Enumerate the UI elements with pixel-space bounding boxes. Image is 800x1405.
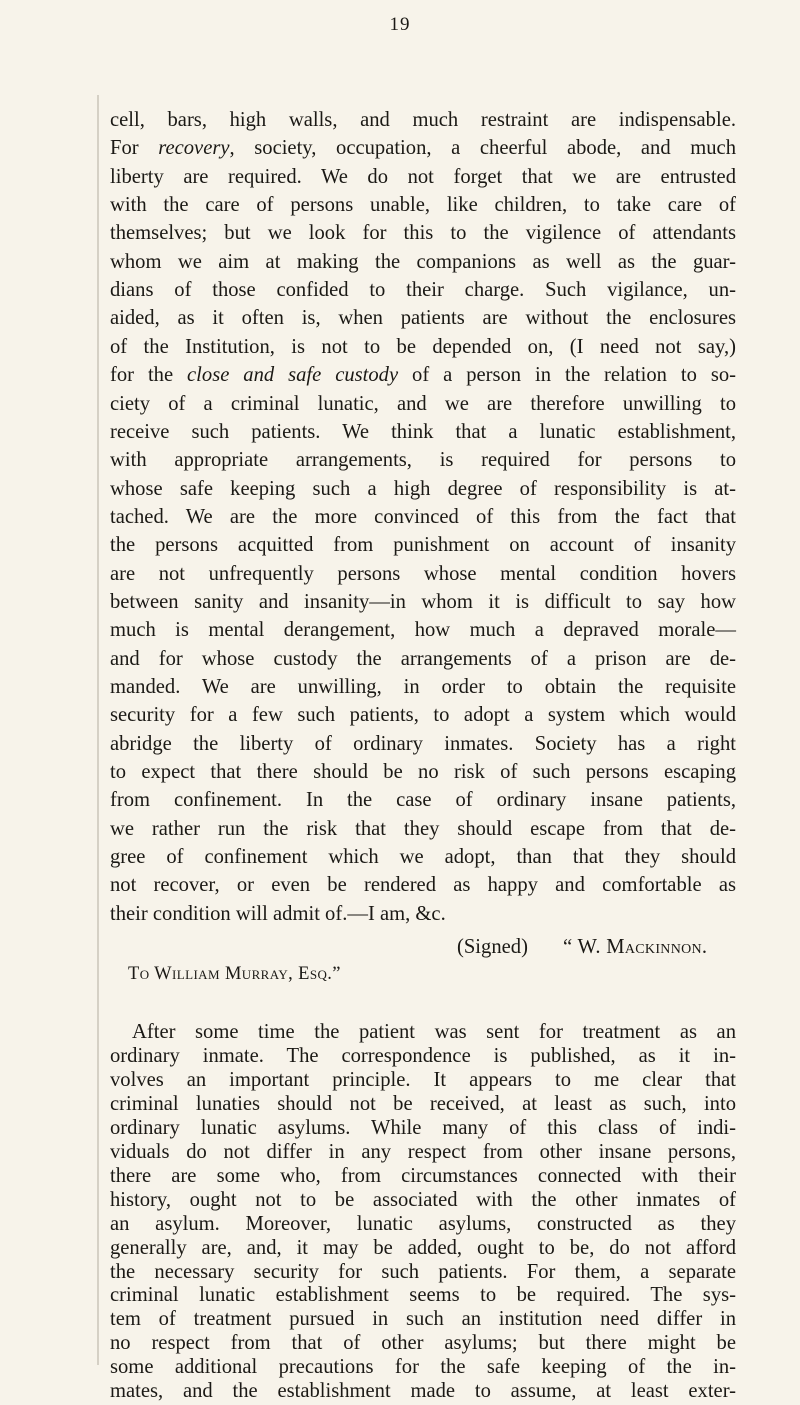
- text-line: some additional precautions for the safe keeping of the in-: [110, 1356, 736, 1379]
- text-line: abridge the liberty of ordinary inmates. Society has a right: [110, 732, 736, 755]
- text-line: tached. We are the more convinced of this from the fact that: [110, 505, 736, 528]
- text-line: of the Institution, is not to be depended on, (I need not say,): [110, 335, 736, 358]
- signature-name: “ W. Mackinnon.: [563, 936, 708, 958]
- text-line: criminal lunatic establishment seems to be required. The sys-: [110, 1284, 736, 1307]
- text-line: criminal lunaties should not be received, at least as such, into: [110, 1092, 736, 1115]
- text-line: volves an important principle. It appears to me clear that: [110, 1068, 736, 1091]
- text-line: their condition will admit of.—I am, &c.: [110, 902, 446, 925]
- text-line: For recovery, society, occupation, a cheerful abode, and much: [110, 137, 736, 160]
- text-line: gree of confinement which we adopt, than that they should: [110, 846, 736, 869]
- text-line: manded. We are unwilling, in order to obtain the requisite: [110, 676, 736, 698]
- text-line: and for whose custody the arrangements of a prison are de-: [110, 647, 736, 670]
- text-line: an asylum. Moreover, lunatic asylums, constructed as they: [110, 1212, 736, 1235]
- text-line: receive such patients. We think that a lunatic establishment,: [110, 420, 736, 443]
- text-line: cell, bars, high walls, and much restraint are indispensable.: [110, 109, 736, 131]
- text-line: with appropriate arrangements, is required for persons to: [110, 449, 736, 472]
- text-line: themselves; but we look for this to the vigilence of attendants: [110, 222, 736, 245]
- text-line: no respect from that of other asylums; but there might be: [110, 1332, 736, 1355]
- text-line: ordinary lunatic asylums. While many of this class of indi-: [110, 1116, 736, 1139]
- text-line: After some time the patient was sent for treatment as an: [132, 1021, 736, 1043]
- text-line: for the close and safe custody of a person in the relation to so-: [110, 364, 736, 387]
- text-line: between sanity and insanity—in whom it is difficult to say how: [110, 590, 736, 613]
- text-line: security for a few such patients, to adopt a system which would: [110, 704, 736, 727]
- text-line: ordinary inmate. The correspondence is published, as it in-: [110, 1044, 736, 1067]
- text-line: whom we aim at making the companions as well as the guar-: [110, 250, 736, 273]
- text-line: are not unfrequently persons whose mental condition hovers: [110, 562, 736, 585]
- text-line: not recover, or even be rendered as happy and comfortable as: [110, 874, 736, 897]
- text-line: much is mental derangement, how much a depraved morale—: [110, 619, 736, 642]
- text-line: from confinement. In the case of ordinary insane patients,: [110, 789, 736, 812]
- page-number: 19: [389, 14, 411, 35]
- text-line: liberty are required. We do not forget that we are entrusted: [110, 165, 736, 188]
- signed-label: (Signed): [457, 936, 528, 958]
- text-line: generally are, and, it may be added, ought to be, do not afford: [110, 1236, 736, 1259]
- text-line: mates, and the establishment made to assume, at least exter-: [110, 1380, 736, 1403]
- text-line: history, ought not to be associated with the other inmates of: [110, 1188, 736, 1211]
- text-line: the necessary security for such patients. For them, a separate: [110, 1260, 736, 1283]
- binding-shadow: [97, 95, 99, 1365]
- text-line: dians of those confided to their charge. Such vigilance, un-: [110, 279, 736, 302]
- addressee: To William Murray, Esq.”: [128, 964, 341, 984]
- text-line: viduals do not differ in any respect from other insane persons,: [110, 1140, 736, 1163]
- text-line: aided, as it often is, when patients are without the enclosures: [110, 307, 736, 330]
- text-line: to expect that there should be no risk of such persons escaping: [110, 761, 736, 784]
- text-line: there are some who, from circumstances connected with their: [110, 1164, 736, 1187]
- text-line: the persons acquitted from punishment on account of insanity: [110, 534, 736, 557]
- text-line: with the care of persons unable, like children, to take care of: [110, 194, 736, 217]
- text-line: tem of treatment pursued in such an institution need differ in: [110, 1308, 736, 1331]
- text-line: whose safe keeping such a high degree of responsibility is at-: [110, 477, 736, 500]
- text-line: we rather run the risk that they should escape from that de-: [110, 817, 736, 840]
- text-line: ciety of a criminal lunatic, and we are therefore unwilling to: [110, 392, 736, 415]
